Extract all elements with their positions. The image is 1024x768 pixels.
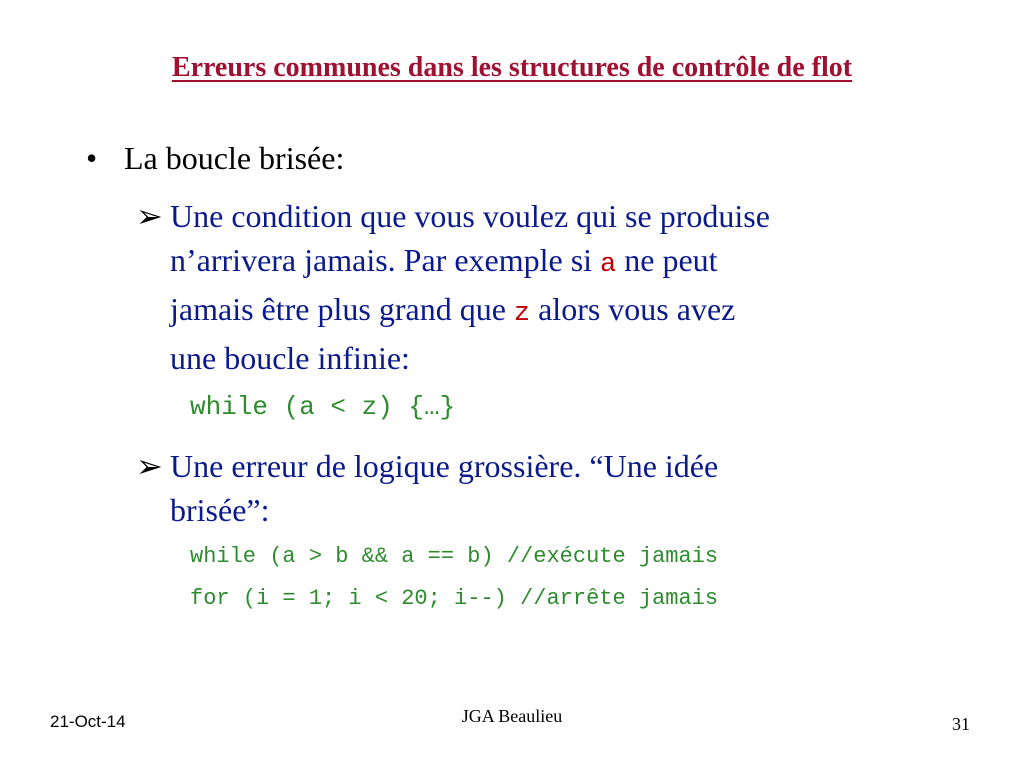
inline-code-z: z — [513, 299, 531, 329]
code-example-for-loop: for (i = 1; i < 20; i--) //arrête jamais — [190, 586, 719, 611]
bullet-marker: • — [86, 140, 98, 176]
text-line — [170, 238, 936, 287]
inline-code-a: a — [600, 250, 617, 280]
footer-date: 21-Oct-14 — [50, 712, 126, 731]
text-fragment: jamais être plus grand que — [170, 291, 514, 327]
text-fragment: ne peut — [616, 242, 718, 278]
text-line: brisée”: — [170, 492, 270, 528]
text-line: Une erreur de logique grossière. “Une idée — [170, 448, 719, 484]
footer-author: JGA Beaulieu — [461, 706, 563, 726]
code-example-while: while (a < z) {…} — [190, 392, 456, 422]
sub-bullet-text — [170, 194, 936, 380]
code-example-while-logic: while (a > b && a == b) //exécute jamais — [190, 544, 719, 569]
sub-bullet-text — [170, 444, 936, 532]
text-line: une boucle infinie: — [170, 340, 410, 376]
bullet-item — [86, 140, 344, 177]
text-line: Une condition que vous voulez qui se produise — [170, 198, 770, 234]
sub-bullet-infinite-loop — [136, 194, 936, 380]
arrow-bullet-icon: ➢ — [136, 448, 163, 484]
slide-title: Erreurs communes dans les structures de contrôle de flot — [171, 52, 853, 83]
text-line — [170, 287, 936, 336]
sub-bullet-logic-error — [136, 444, 936, 532]
footer-page-number: 31 — [952, 714, 970, 734]
bullet-text: La boucle brisée: — [124, 140, 345, 176]
text-fragment: n’arrivera jamais. Par exemple si — [170, 242, 601, 278]
text-fragment: alors vous avez — [530, 291, 736, 327]
arrow-bullet-icon: ➢ — [136, 198, 163, 234]
